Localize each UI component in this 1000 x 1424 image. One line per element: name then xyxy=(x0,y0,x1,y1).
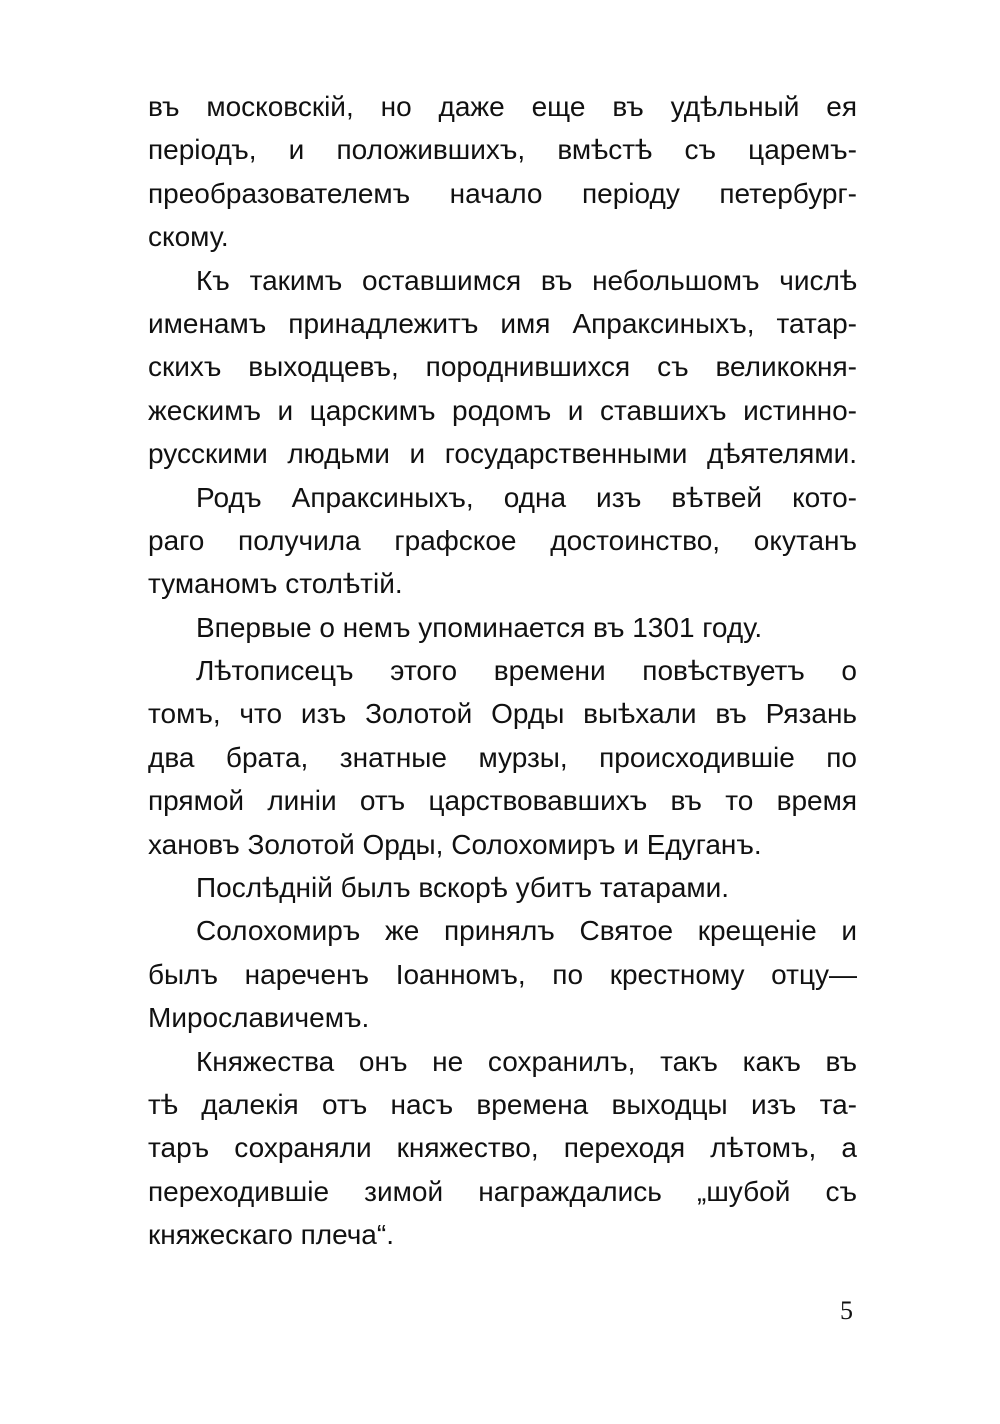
text-line: туманомъ столѣтій. xyxy=(148,568,403,600)
text-line: жескимъ и царскимъ родомъ и ставшихъ истинно- xyxy=(148,394,857,426)
text-line: княжескаго плеча“. xyxy=(148,1219,394,1251)
text-line: переходившіе зимой награждались „шубой съ xyxy=(148,1175,857,1207)
page-body-text xyxy=(148,85,857,1257)
text-line: Послѣдній былъ вскорѣ убитъ татарами. xyxy=(196,872,730,904)
text-line: Родъ Апраксиныхъ, одна изъ вѣтвей кото- xyxy=(196,481,857,513)
text-line: Впервые о немъ упоминается въ 1301 году. xyxy=(196,611,763,643)
paragraph xyxy=(148,606,857,649)
paragraph xyxy=(148,909,857,1039)
text-line: былъ нареченъ Іоанномъ, по крестному отцу— xyxy=(148,958,857,990)
page-number: 5 xyxy=(840,1296,853,1325)
text-line: Княжества онъ не сохранилъ, такъ какъ въ xyxy=(196,1045,857,1077)
text-line: Мирославичемъ. xyxy=(148,1002,370,1034)
text-line: два брата, знатные мурзы, происходившіе по xyxy=(148,741,857,773)
text-line: періодъ, и положившихъ, вмѣстѣ съ царемъ- xyxy=(148,134,857,166)
paragraph xyxy=(148,866,857,909)
text-line: русскими людьми и государственными дѣятелями. xyxy=(148,438,857,470)
text-line: томъ, что изъ Золотой Орды выѣхали въ Рязань xyxy=(148,698,857,730)
text-line: Солохомиръ же принялъ Святое крещеніе и xyxy=(196,915,857,947)
paragraph xyxy=(148,649,857,866)
paragraph xyxy=(148,1040,857,1257)
paragraph xyxy=(148,85,857,259)
paragraph xyxy=(148,476,857,606)
text-line: хановъ Золотой Орды, Солохомиръ и Едуганъ. xyxy=(148,828,762,860)
text-line: преобразователемъ начало періоду петербург- xyxy=(148,177,857,209)
paragraph xyxy=(148,259,857,476)
text-line: тѣ далекія отъ насъ времена выходцы изъ та- xyxy=(148,1088,857,1120)
text-line: именамъ принадлежитъ имя Апраксиныхъ, татар- xyxy=(148,307,857,339)
text-line: Лѣтописецъ этого времени повѣствуетъ о xyxy=(196,655,857,687)
text-line: скихъ выходцевъ, породнившихся съ великокня- xyxy=(148,351,857,383)
text-line: скому. xyxy=(148,221,229,253)
text-line: въ московскій, но даже еще въ удѣльный ея xyxy=(148,91,857,122)
text-line: таръ сохраняли княжество, переходя лѣтомъ, а xyxy=(148,1132,857,1164)
text-line: Къ такимъ оставшимся въ небольшомъ числѣ xyxy=(196,264,857,296)
text-line: прямой линіи отъ царствовавшихъ въ то время xyxy=(148,785,857,817)
text-line: раго получила графское достоинство, окутанъ xyxy=(148,524,857,556)
